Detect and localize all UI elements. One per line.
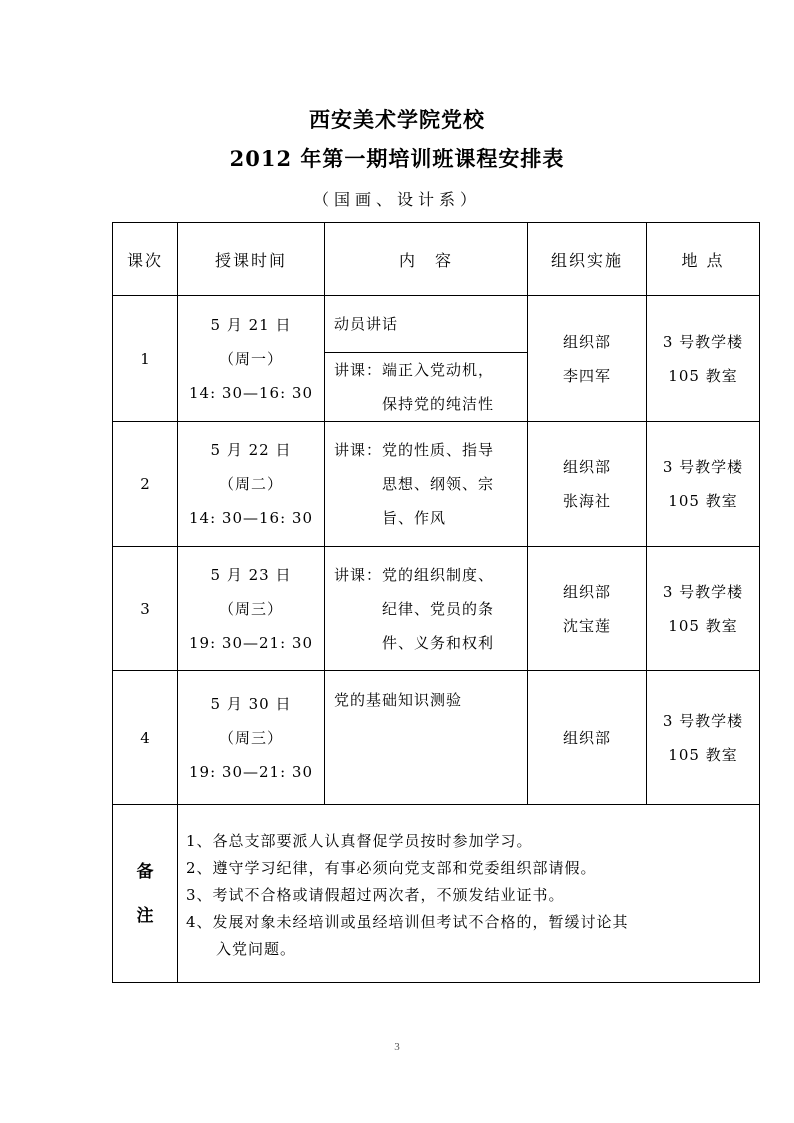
location-building: 3 号教学楼	[662, 332, 744, 351]
table-header-row	[113, 223, 760, 296]
location-building: 3 号教学楼	[662, 711, 744, 730]
session-location	[647, 422, 760, 547]
session-location	[647, 671, 760, 805]
location-room: 105 教室	[668, 366, 738, 385]
content-line: 党的组织制度、	[382, 565, 495, 584]
session-time	[178, 422, 325, 547]
content-line: 旨、作风	[382, 509, 447, 527]
content-line: 纪律、党员的条	[382, 599, 495, 618]
session-location	[647, 547, 760, 671]
session-content	[325, 353, 528, 422]
session-organizer	[528, 422, 647, 547]
location-building: 3 号教学楼	[662, 582, 744, 601]
content-label: 讲课：	[334, 361, 383, 379]
content-line: 保持党的纯洁性	[382, 395, 495, 413]
session-time	[178, 296, 325, 422]
subtitle-departments: （国画、设计系）	[312, 190, 481, 209]
organizer-person: 张海社	[562, 492, 611, 510]
table-row	[113, 296, 760, 353]
col-header-time: 授课时间	[178, 223, 325, 296]
organizer-dept: 组织部	[562, 458, 611, 476]
session-organizer	[528, 671, 647, 805]
note-item: 2、遵守学习纪律，有事必须向党支部和党委组织部请假。	[186, 859, 597, 877]
content-label: 讲课：	[334, 565, 383, 584]
content-label: 讲课：	[334, 441, 383, 459]
content-line: 端正入党动机，	[382, 361, 495, 379]
notes-content	[178, 805, 760, 983]
col-header-session: 课次	[113, 223, 178, 296]
notes-label-char: 注	[136, 905, 154, 926]
session-location	[647, 296, 760, 422]
col-header-location: 地 点	[647, 223, 760, 296]
session-date: 5 月 30 日	[210, 694, 292, 713]
session-content-opening: 动员讲话	[325, 296, 528, 353]
organizer-person: 沈宝莲	[562, 616, 611, 635]
session-content: 党的基础知识测验	[325, 671, 528, 805]
location-room: 105 教室	[668, 745, 738, 764]
session-content	[325, 547, 528, 671]
session-weekday: （周三）	[218, 728, 283, 747]
session-weekday: （周二）	[218, 475, 283, 493]
organizer-person: 李四军	[562, 366, 611, 385]
schedule-table	[112, 222, 760, 983]
col-header-content: 内 容	[325, 223, 528, 296]
session-date: 5 月 23 日	[210, 565, 292, 584]
note-item: 3、考试不合格或请假超过两次者，不颁发结业证书。	[186, 886, 565, 904]
content-line: 党的性质、指导	[382, 441, 495, 459]
note-item-continuation: 入党问题。	[216, 940, 297, 958]
session-content	[325, 422, 528, 547]
session-number: 4	[113, 671, 178, 805]
session-hours: 14: 30—16: 30	[189, 383, 313, 402]
table-row	[113, 422, 760, 547]
notes-row	[113, 805, 760, 983]
title-schedule: 2012 年第一期培训班课程安排表	[229, 146, 565, 171]
content-line: 件、义务和权利	[382, 633, 495, 652]
session-organizer	[528, 296, 647, 422]
organizer-dept: 组织部	[562, 728, 611, 747]
session-organizer	[528, 547, 647, 671]
page-number: 3	[394, 1041, 400, 1053]
location-room: 105 教室	[668, 616, 738, 635]
organizer-dept: 组织部	[562, 582, 611, 601]
location-building: 3 号教学楼	[662, 458, 744, 476]
table-row	[113, 547, 760, 671]
session-date: 5 月 22 日	[210, 441, 292, 459]
content-line: 思想、纲领、宗	[382, 475, 495, 493]
organizer-dept: 组织部	[562, 332, 611, 351]
session-number: 3	[113, 547, 178, 671]
title-school: 西安美术学院党校	[309, 107, 485, 132]
session-weekday: （周一）	[218, 349, 283, 368]
session-time	[178, 671, 325, 805]
session-hours: 19: 30—21: 30	[189, 762, 313, 781]
notes-label	[113, 805, 178, 983]
session-number: 1	[113, 296, 178, 422]
session-time	[178, 547, 325, 671]
note-item: 1、各总支部要派人认真督促学员按时参加学习。	[186, 832, 533, 850]
session-date: 5 月 21 日	[210, 315, 292, 334]
note-item: 4、发展对象未经培训或虽经培训但考试不合格的，暂缓讨论其	[186, 913, 629, 931]
session-number: 2	[113, 422, 178, 547]
session-weekday: （周三）	[218, 599, 283, 618]
table-row	[113, 671, 760, 805]
session-hours: 19: 30—21: 30	[189, 633, 313, 652]
notes-label-char: 备	[136, 861, 154, 882]
location-room: 105 教室	[668, 492, 738, 510]
session-hours: 14: 30—16: 30	[189, 509, 313, 527]
col-header-organizer: 组织实施	[528, 223, 647, 296]
